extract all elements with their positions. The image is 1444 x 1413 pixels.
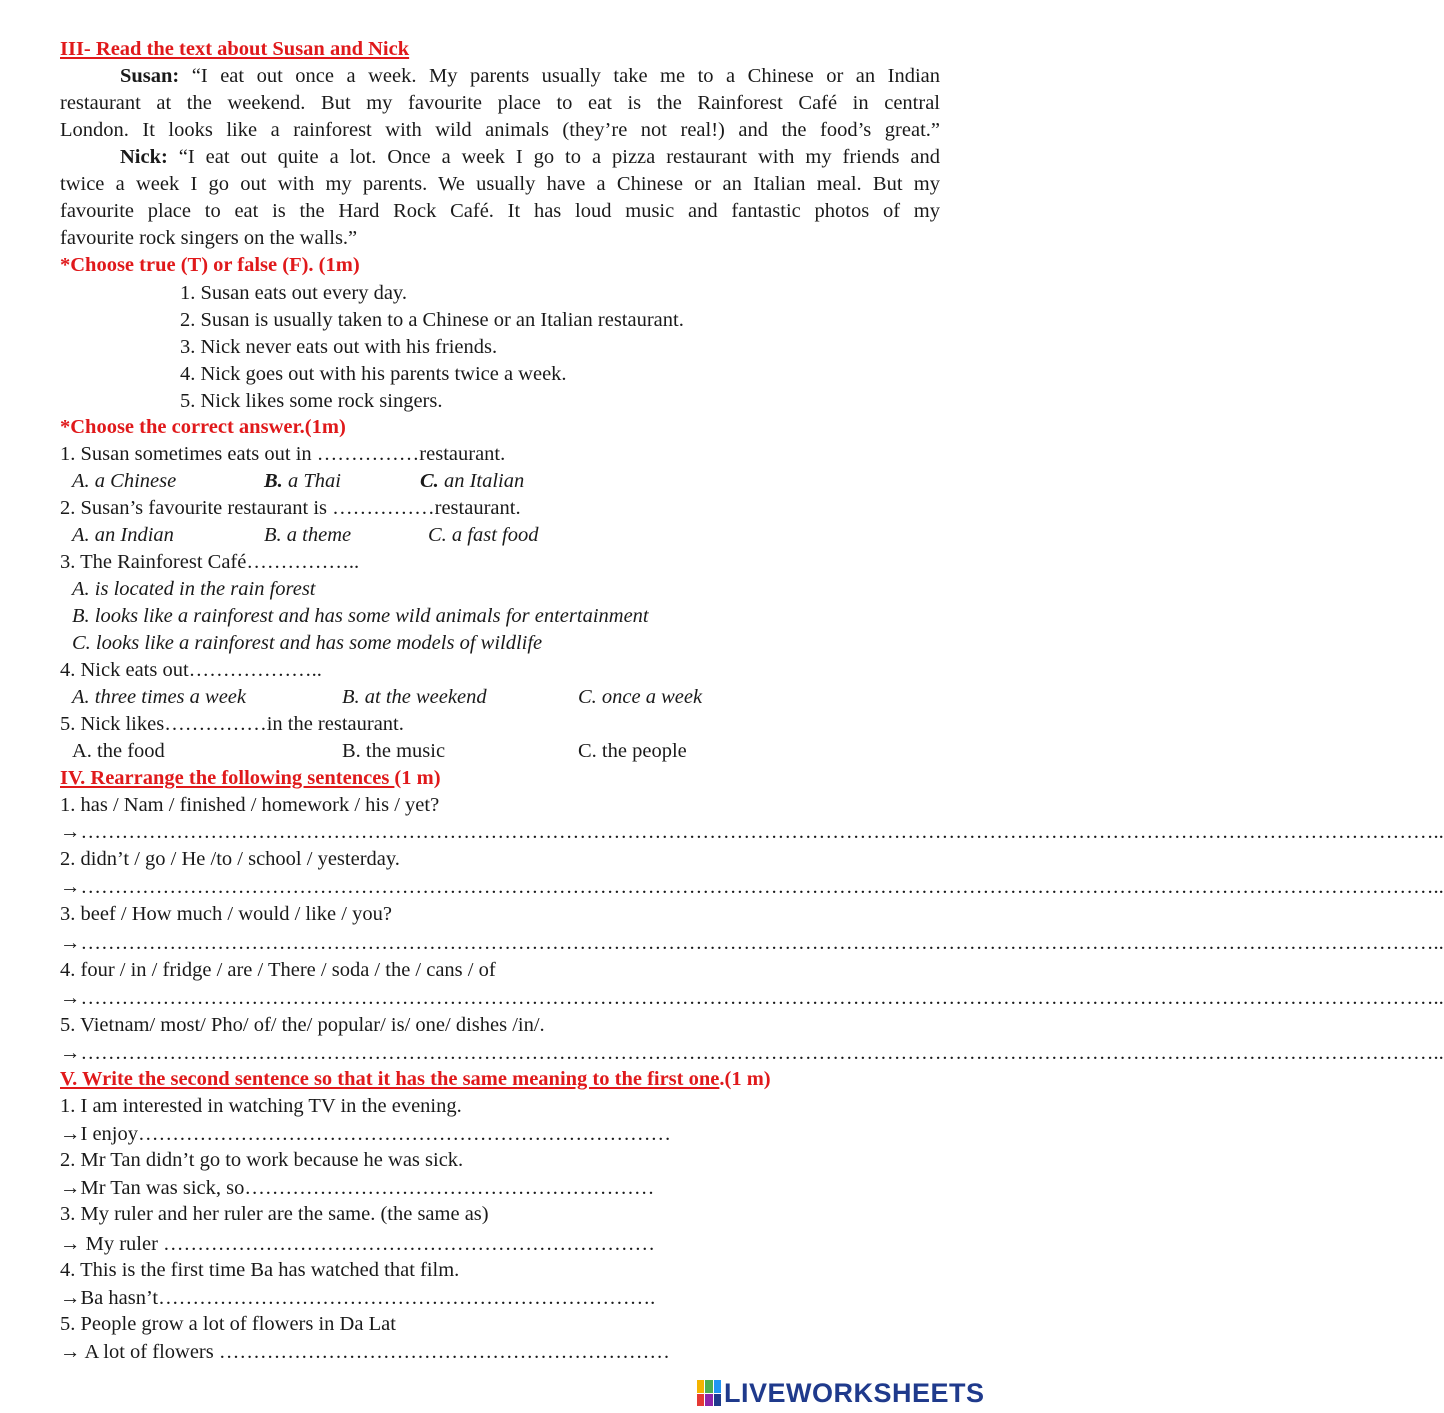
mc-question: 1. Susan sometimes eats out in ……………restaurant. (60, 443, 506, 465)
answer-line[interactable]: →……………………………………………………………………………………………………………………………………………………………………………….. (60, 932, 1444, 954)
mc-option-c (420, 468, 524, 495)
mc-title: *Choose the correct answer.(1m) (60, 416, 346, 438)
transform-question: 5. People grow a lot of flowers in Da Lat (60, 1313, 396, 1335)
answer-line[interactable]: →……………………………………………………………………………………………………………………………………………………………………………….. (60, 821, 1444, 843)
rearrange-item: 5. Vietnam/ most/ Pho/ of/ the/ popular/ is/ one/ dishes /in/. (60, 1014, 545, 1036)
transform-question: 3. My ruler and her ruler are the same. (the same as) (60, 1203, 489, 1225)
transform-question: 4. This is the first time Ba has watched that film. (60, 1259, 460, 1281)
section4-title (60, 765, 441, 792)
susan-label: Susan: (120, 65, 180, 87)
section4-title-suffix: (1 m) (394, 767, 441, 789)
nick-paragraph-line1 (60, 144, 940, 171)
mc-option-c: C. looks like a rainforest and has some models of wildlife (72, 632, 543, 654)
mc-option-a: A. three times a week (72, 686, 246, 708)
tf-item: 4. Nick goes out with his parents twice a week. (180, 363, 567, 385)
mc-option-a: A. is located in the rain forest (72, 578, 316, 600)
mc-option-b: B. at the weekend (342, 686, 487, 708)
transform-question: 1. I am interested in watching TV in the evening. (60, 1095, 462, 1117)
tf-title: *Choose true (T) or false (F). (1m) (60, 254, 360, 276)
mc-option-a: A. an Indian (72, 524, 174, 546)
susan-text-1: “I eat out once a week. My parents usually take me to a Chinese or an Indian (191, 65, 941, 87)
mc-option-b: B. the music (342, 740, 446, 762)
nick-label: Nick: (120, 146, 168, 168)
liveworksheets-logo-icon (697, 1380, 721, 1406)
rearrange-item: 4. four / in / fridge / are / There / soda / the / cans / of (60, 959, 496, 981)
nick-text-4: favourite rock singers on the walls.” (60, 227, 358, 249)
susan-paragraph-line1 (60, 63, 940, 90)
option-text: an Italian (438, 470, 525, 492)
mc-option-a: A. a Chinese (72, 470, 177, 492)
section3-title: III- Read the text about Susan and Nick (60, 38, 410, 60)
nick-text-1: “I eat out quite a lot. Once a week I go to a pizza restaurant with my friends and (178, 146, 940, 168)
section5-title (60, 1066, 771, 1093)
option-letter: B. (264, 470, 283, 492)
mc-option-b: B. looks like a rainforest and has some wild animals for entertainment (72, 605, 649, 627)
mc-option-c: C. a fast food (428, 524, 539, 546)
rearrange-item: 1. has / Nam / finished / homework / his / yet? (60, 794, 440, 816)
transform-answer-line[interactable]: → A lot of flowers ………………………………………………………… (60, 1341, 670, 1363)
mc-option-c: C. the people (578, 740, 687, 762)
transform-question: 2. Mr Tan didn’t go to work because he was sick. (60, 1149, 464, 1171)
answer-line[interactable]: →……………………………………………………………………………………………………………………………………………………………………………….. (60, 987, 1444, 1009)
mc-question: 4. Nick eats out……………….. (60, 659, 322, 681)
rearrange-item: 2. didn’t / go / He /to / school / yesterday. (60, 848, 400, 870)
mc-question: 3. The Rainforest Café…………….. (60, 551, 360, 573)
option-letter: C. (420, 470, 439, 492)
tf-item: 2. Susan is usually taken to a Chinese or an Italian restaurant. (180, 309, 684, 331)
tf-item: 1. Susan eats out every day. (180, 282, 407, 304)
tf-item: 5. Nick likes some rock singers. (180, 390, 443, 412)
transform-answer-line[interactable]: →Mr Tan was sick, so…………………………………………………… (60, 1177, 655, 1199)
nick-text-2: twice a week I go out with my parents. We usually have a Chinese or an Italian meal. But my (60, 173, 940, 195)
transform-answer-line[interactable]: →Ba hasn’t………………………………………………………………. (60, 1287, 656, 1309)
answer-line[interactable]: →……………………………………………………………………………………………………………………………………………………………………………….. (60, 1042, 1444, 1064)
mc-question: 2. Susan’s favourite restaurant is ……………restaurant. (60, 497, 521, 519)
option-text: a Thai (282, 470, 341, 492)
section5-title-main: V. Write the second sentence so that it has the same meaning to the first one (60, 1068, 720, 1090)
liveworksheets-brand: LIVEWORKSHEETS (724, 1377, 985, 1408)
mc-option-b (264, 468, 341, 495)
mc-option-b: B. a theme (264, 524, 352, 546)
mc-option-a: A. the food (72, 740, 165, 762)
section5-title-suffix: .(1 m) (719, 1068, 771, 1090)
answer-line[interactable]: →……………………………………………………………………………………………………………………………………………………………………………….. (60, 876, 1444, 898)
mc-option-c: C. once a week (578, 686, 703, 708)
section4-title-main: IV. Rearrange the following sentences (60, 767, 395, 789)
transform-answer-line[interactable]: → My ruler ……………………………………………………………… (60, 1233, 656, 1255)
susan-text-3: London. It looks like a rainforest with wild animals (they’re not real!) and the food’s great.” (60, 119, 940, 141)
nick-text-3: favourite place to eat is the Hard Rock Café. It has loud music and fantastic photos of my (60, 200, 940, 222)
susan-text-2: restaurant at the weekend. But my favourite place to eat is the Rainforest Café in central (60, 92, 940, 114)
mc-question: 5. Nick likes……………in the restaurant. (60, 713, 404, 735)
transform-answer-line[interactable]: →I enjoy…………………………………………………………………… (60, 1123, 671, 1145)
liveworksheets-logo (697, 1376, 985, 1410)
rearrange-item: 3. beef / How much / would / like / you? (60, 903, 392, 925)
tf-item: 3. Nick never eats out with his friends. (180, 336, 498, 358)
